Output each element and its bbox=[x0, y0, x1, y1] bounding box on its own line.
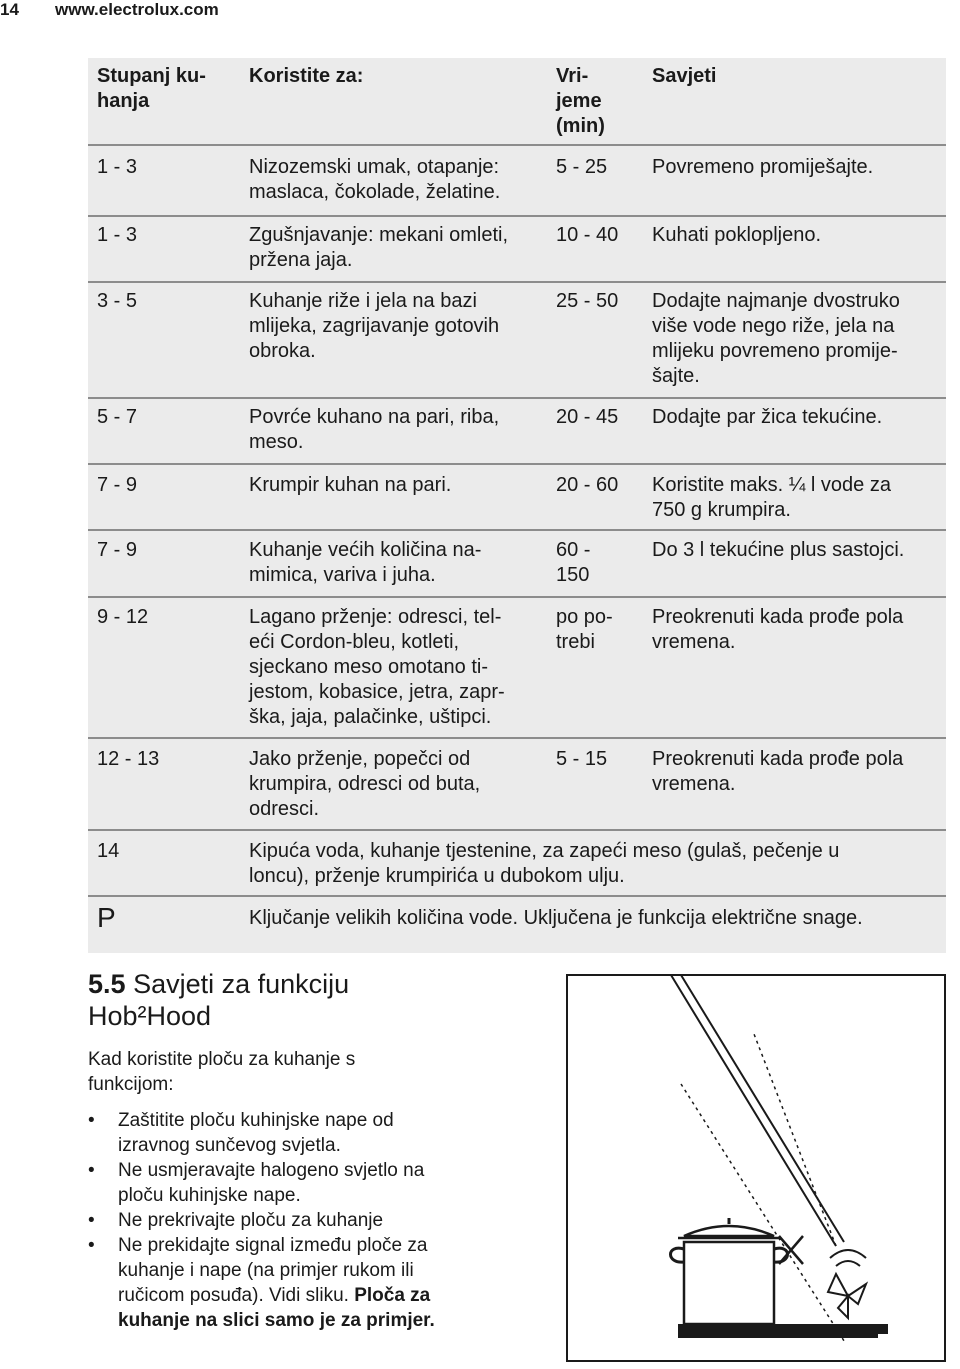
hob-plate bbox=[678, 1324, 888, 1338]
bullet-icon: • bbox=[88, 1235, 95, 1256]
list-item bbox=[88, 1208, 508, 1233]
header-url: www.electrolux.com bbox=[55, 0, 219, 19]
section-number: 5.5 bbox=[88, 969, 126, 999]
time-cell: 60 - 150 bbox=[556, 539, 591, 586]
row-separator bbox=[88, 737, 946, 739]
column-header-level: Stupanj ku- hanja bbox=[97, 65, 206, 112]
row-separator bbox=[88, 397, 946, 399]
header-separator bbox=[88, 144, 946, 146]
level-cell: 14 bbox=[97, 840, 120, 862]
level-cell: 1 - 3 bbox=[97, 156, 138, 178]
time-cell: 25 - 50 bbox=[556, 290, 619, 312]
time-cell: 5 - 25 bbox=[556, 156, 608, 178]
level-cell: 7 - 9 bbox=[97, 539, 138, 561]
list-item-text: Ne usmjeravajte halogeno svjetlo na ploču kuhinjske nape. bbox=[118, 1160, 425, 1206]
use-cell: Zgušnjavanje: mekani omleti, pržena jaja. bbox=[249, 224, 509, 271]
fan-signal-icon bbox=[828, 1250, 866, 1318]
row-separator bbox=[88, 215, 946, 217]
table-header-row bbox=[88, 64, 946, 152]
level-cell: 1 - 3 bbox=[97, 224, 138, 246]
tip-cell: Povremeno promiješajte. bbox=[652, 156, 874, 178]
level-cell: 5 - 7 bbox=[97, 406, 138, 428]
use-cell: Ključanje velikih količina vode. Uključena je funkcija električne snage. bbox=[249, 907, 863, 929]
column-header-use: Koristite za: bbox=[249, 65, 364, 87]
tip-cell: Preokrenuti kada prođe pola vremena. bbox=[652, 748, 904, 795]
use-cell: Nizozemski umak, otapanje: maslaca, čokolade, želatine. bbox=[249, 156, 501, 203]
row-separator bbox=[88, 895, 946, 897]
section-intro: Kad koristite ploču za kuhanje s funkcijom: bbox=[88, 1049, 356, 1095]
use-cell: Povrće kuhano na pari, riba, meso. bbox=[249, 406, 500, 453]
row-separator bbox=[88, 463, 946, 465]
tips-list bbox=[88, 1108, 508, 1333]
list-item-text: Zaštitite ploču kuhinjske nape od izravnog sunčevog svjetla. bbox=[118, 1110, 394, 1156]
column-header-tips: Savjeti bbox=[652, 65, 717, 87]
power-level-p-symbol: P bbox=[97, 902, 116, 933]
level-cell: 9 - 12 bbox=[97, 606, 149, 628]
hob-and-hood-diagram bbox=[566, 974, 946, 1364]
page-header bbox=[0, 0, 960, 18]
cooking-levels-table bbox=[88, 58, 946, 953]
use-cell: Krumpir kuhan na pari. bbox=[249, 474, 452, 496]
time-cell: 20 - 60 bbox=[556, 474, 619, 496]
list-item bbox=[88, 1233, 508, 1333]
level-cell bbox=[97, 902, 242, 936]
list-item bbox=[88, 1158, 508, 1208]
time-cell: 10 - 40 bbox=[556, 224, 619, 246]
tip-cell: Kuhati poklopljeno. bbox=[652, 224, 822, 246]
use-cell: Kuhanje riže i jela na bazi mlijeka, zagrijavanje gotovih obroka. bbox=[249, 290, 500, 362]
bold-note: Ploča za kuhanje na slici samo je za primjer. bbox=[118, 1285, 435, 1331]
tip-cell: Dodajte najmanje dvostruko više vode nego riže, jela na mlijeku povremeno promije- šajte. bbox=[652, 290, 900, 387]
section-heading bbox=[88, 968, 448, 1032]
tip-cell: Koristite maks. ¼ l vode za 750 g krumpira. bbox=[652, 474, 891, 521]
level-cell: 7 - 9 bbox=[97, 474, 138, 496]
section-title: Savjeti za funkciju Hob²Hood bbox=[88, 969, 350, 1031]
level-cell: 3 - 5 bbox=[97, 290, 138, 312]
use-cell: Kipuća voda, kuhanje tjestenine, za zapeći meso (gulaš, pečenje u loncu), prženje krumpirića u dubokom ulju. bbox=[249, 840, 840, 887]
list-item bbox=[88, 1108, 508, 1158]
use-cell: Lagano prženje: odresci, tel- eći Cordon-bleu, kotleti, sjeckano meso omotano ti- jestom, kobasice, jetra, zapr- ška, jaja, palačinke, uštipci. bbox=[249, 606, 505, 728]
bullet-icon: • bbox=[88, 1210, 95, 1231]
row-separator bbox=[88, 829, 946, 831]
tip-cell: Do 3 l tekućine plus sastojci. bbox=[652, 539, 905, 561]
bullet-icon: • bbox=[88, 1160, 95, 1181]
column-header-time: Vri- jeme (min) bbox=[556, 65, 605, 137]
tip-cell: Dodajte par žica tekućine. bbox=[652, 406, 883, 428]
level-cell: 12 - 13 bbox=[97, 748, 160, 770]
time-cell: 20 - 45 bbox=[556, 406, 619, 428]
row-separator bbox=[88, 529, 946, 531]
list-item-text: Ne prekrivajte ploču za kuhanje bbox=[118, 1210, 384, 1231]
time-cell: 5 - 15 bbox=[556, 748, 608, 770]
page-number: 14 bbox=[0, 0, 19, 19]
tip-cell: Preokrenuti kada prođe pola vremena. bbox=[652, 606, 904, 653]
cooking-pot-icon bbox=[671, 1218, 788, 1324]
use-cell: Kuhanje većih količina na- mimica, variva i juha. bbox=[249, 539, 482, 586]
hob2hood-illustration bbox=[566, 974, 946, 1364]
time-cell: po po- trebi bbox=[556, 606, 613, 653]
list-item-text: Ne prekidajte signal između ploče za kuhanje i nape (na primjer rukom ili ručicom posuđa). Vidi sliku. bbox=[118, 1235, 428, 1306]
bullet-icon: • bbox=[88, 1110, 95, 1131]
row-separator bbox=[88, 596, 946, 598]
use-cell: Jako prženje, popečci od krumpira, odresci od buta, odresci. bbox=[249, 748, 481, 820]
row-separator bbox=[88, 281, 946, 283]
